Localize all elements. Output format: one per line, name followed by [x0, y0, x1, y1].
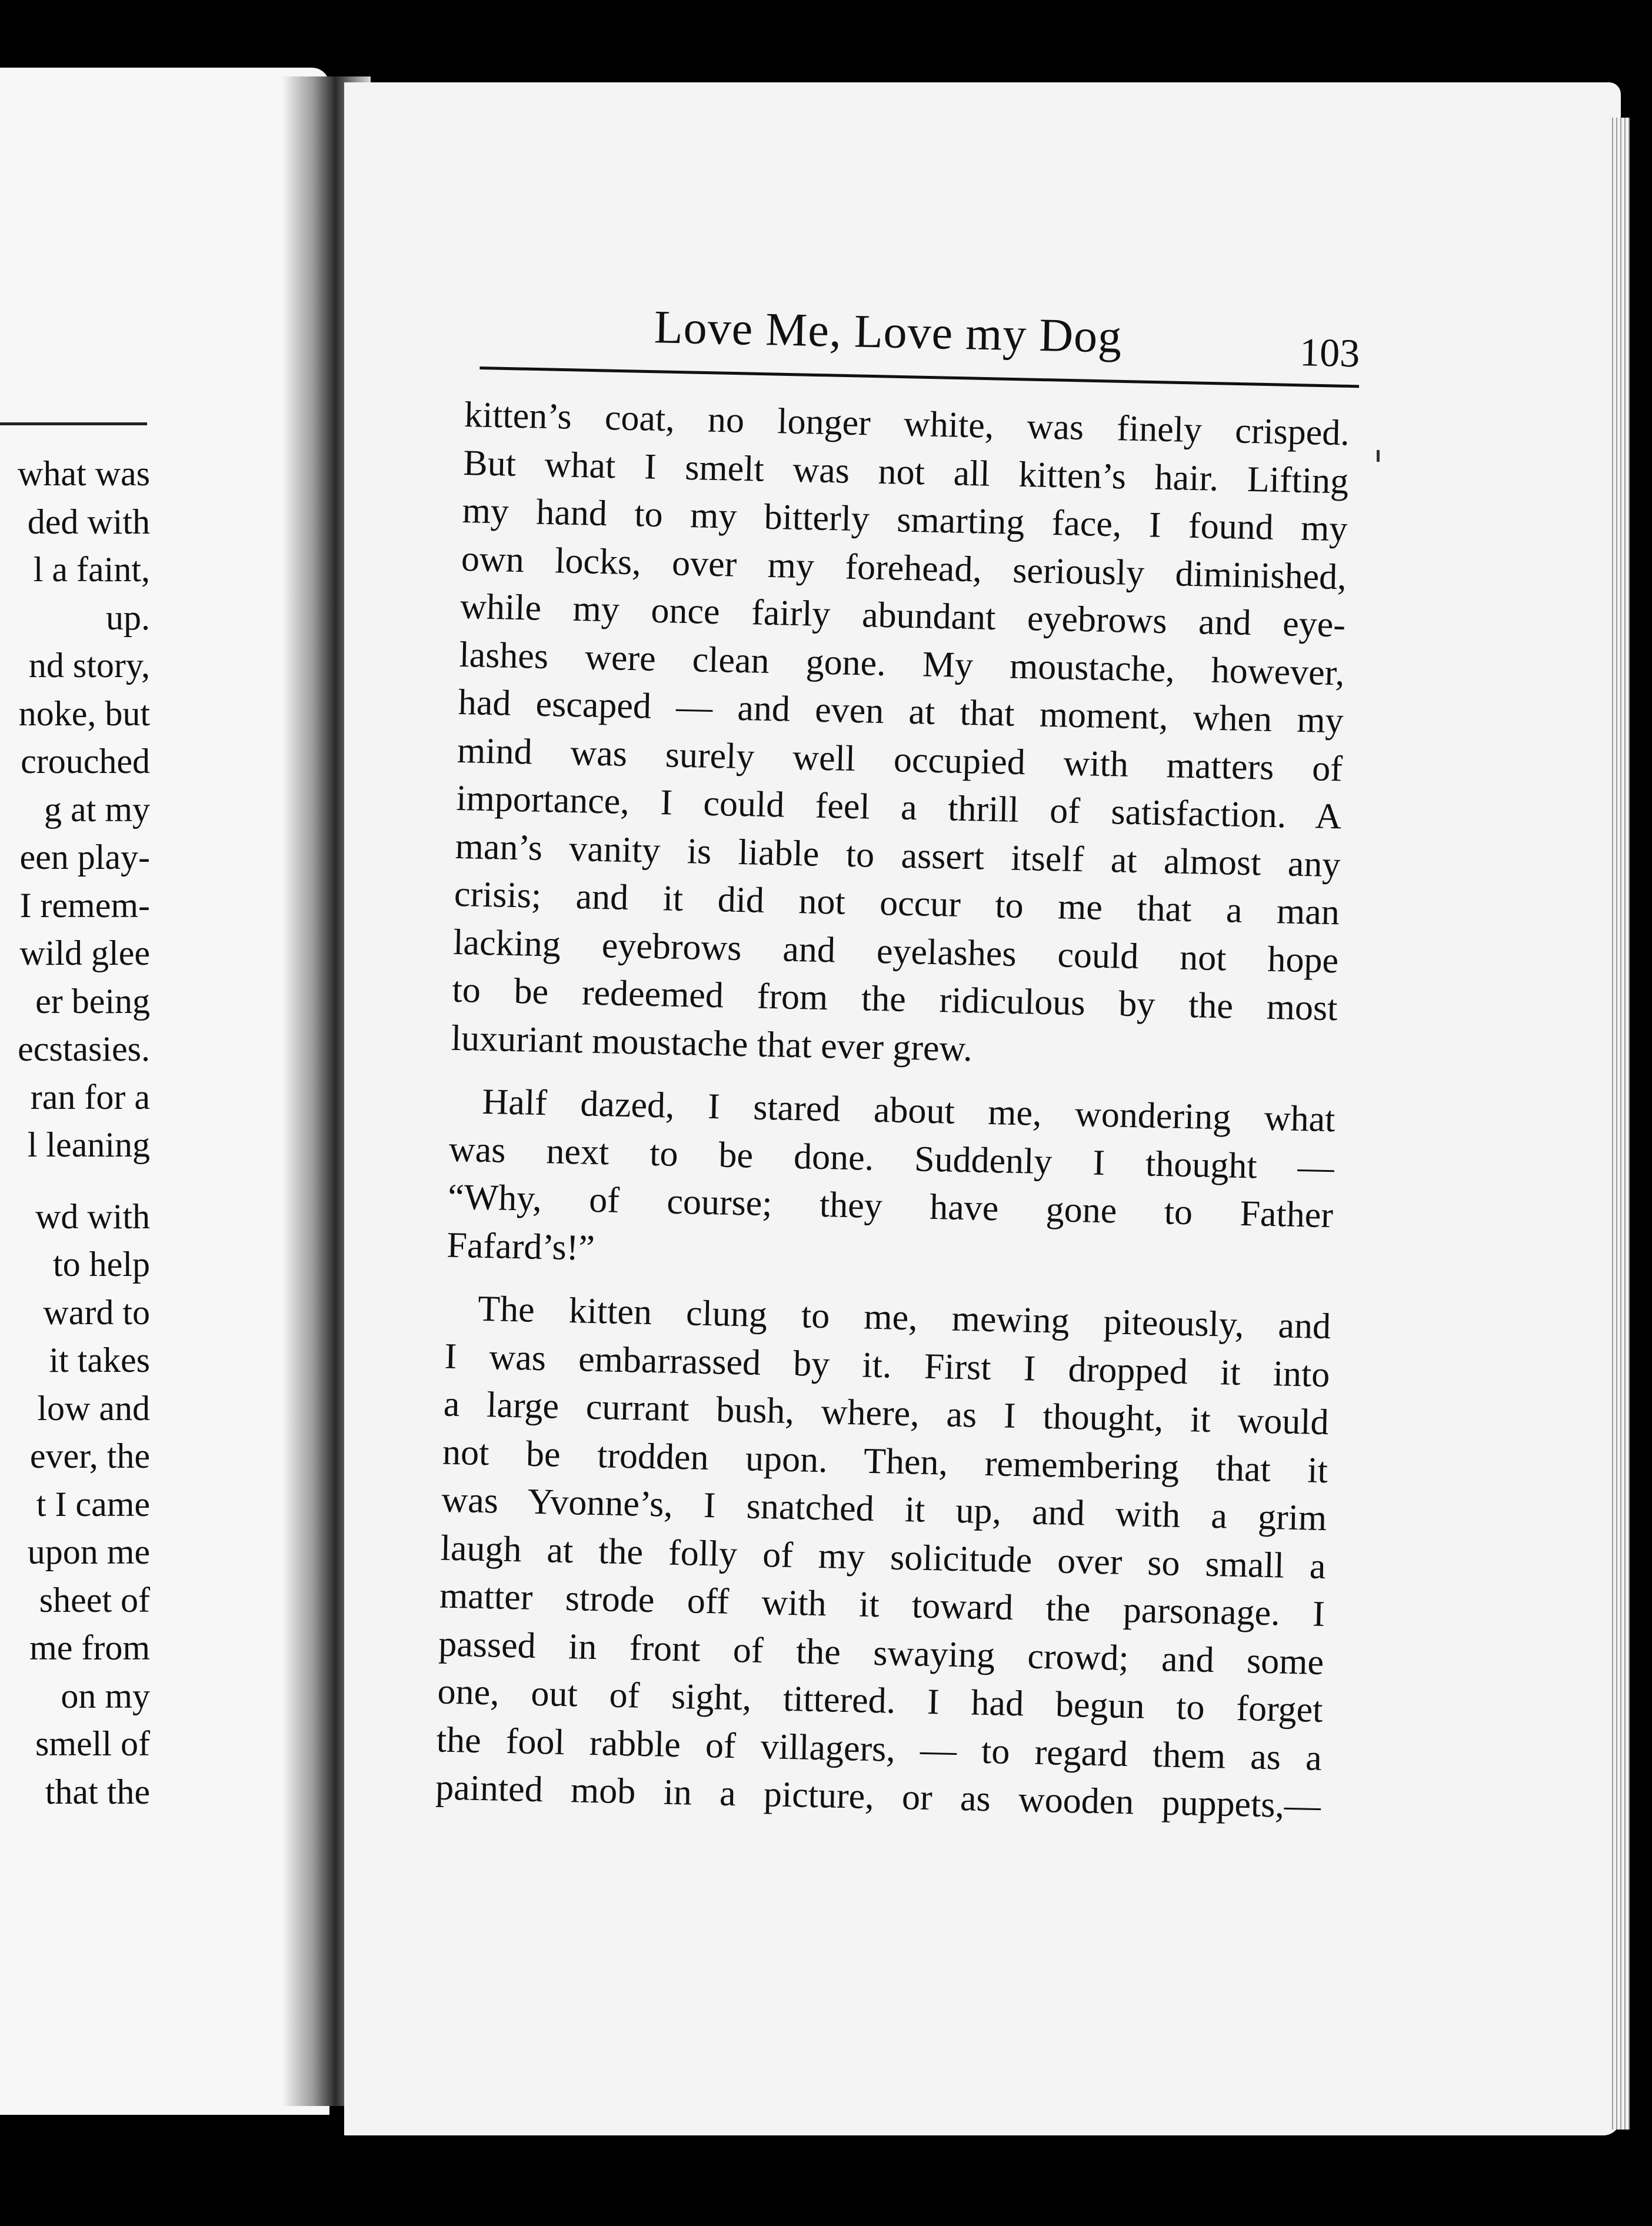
- text-line: But what I smelt was not all kitten’s hair. Lifting: [462, 442, 1349, 501]
- left-header-rule: [0, 422, 147, 425]
- page-body-text: [435, 391, 1350, 1830]
- text-line: I was embarrassed by it. First I dropped it into: [444, 1336, 1331, 1395]
- text-line: the fool rabble of villagers, — to regard them as a: [436, 1720, 1323, 1778]
- text-line: matter strode off with it toward the parsonage. I: [439, 1575, 1325, 1635]
- paragraph: [447, 1078, 1335, 1288]
- margin-mark: [1377, 450, 1380, 462]
- left-line: nd story,: [28, 646, 150, 685]
- text-line: painted mob in a picture, or as wooden puppets,—: [435, 1767, 1321, 1826]
- text-line: while my once fairly abundant eyebrows and eye-: [459, 586, 1346, 645]
- text-line: Fafard’s!”: [446, 1225, 595, 1268]
- left-line: crouched: [21, 742, 150, 781]
- text-line: own locks, over my forehead, seriously diminished,: [461, 538, 1347, 597]
- left-line: ward to: [43, 1292, 150, 1332]
- text-line: one, out of sight, tittered. I had begun to forget: [437, 1671, 1324, 1731]
- left-line: me from: [29, 1628, 150, 1667]
- left-line: on my: [61, 1676, 150, 1715]
- left-line: it takes: [49, 1341, 150, 1379]
- text-line: a large currant bush, where, as I thought, it would: [443, 1384, 1330, 1443]
- text-line: man’s vanity is liable to assert itself at almost any: [455, 826, 1341, 885]
- text-line: not be trodden upon. Then, remembering that it: [442, 1432, 1328, 1491]
- text-line: my hand to my bitterly smarting face, I found my: [462, 490, 1348, 549]
- left-line: I remem-: [19, 885, 150, 925]
- left-line: sheet of: [39, 1580, 150, 1619]
- text-line: lashes were clean gone. My moustache, however,: [458, 634, 1345, 693]
- left-line: wd with: [35, 1197, 150, 1236]
- text-line: passed in front of the swaying crowd; and some: [438, 1624, 1324, 1682]
- text-line: luxuriant moustache that ever grew.: [451, 1018, 973, 1069]
- paragraph: [435, 1285, 1331, 1831]
- left-page-text: [0, 450, 150, 1816]
- left-line: ded with: [27, 502, 150, 541]
- left-page: [0, 68, 329, 2115]
- text-line: to be redeemed from the ridiculous by the most: [451, 969, 1338, 1029]
- text-line: Half dazed, I stared about me, wondering what: [481, 1081, 1336, 1140]
- left-line: ever, the: [29, 1437, 150, 1475]
- left-line: that the: [45, 1772, 150, 1811]
- left-line: l a faint,: [33, 550, 150, 589]
- page-header: [479, 262, 1361, 398]
- left-line: l leaning: [27, 1125, 150, 1164]
- text-line: kitten’s coat, no longer white, was finely crisped.: [464, 394, 1350, 454]
- left-line: ecstasies.: [18, 1029, 150, 1068]
- left-line: low and: [37, 1388, 150, 1428]
- paragraph: [451, 391, 1350, 1081]
- text-line: importance, I could feel a thrill of satisfaction. A: [455, 778, 1342, 837]
- text-line: was Yvonne’s, I snatched it up, and with a grim: [441, 1479, 1327, 1539]
- text-line: laugh at the folly of my solicitude over so small a: [440, 1528, 1327, 1587]
- left-line: to help: [53, 1245, 150, 1284]
- text-line: lacking eyebrows and eyelashes could not hope: [452, 922, 1339, 981]
- text-line: crisis; and it did not occur to me that a man: [454, 874, 1340, 933]
- left-line: what was: [18, 454, 150, 493]
- left-line: ran for a: [30, 1077, 150, 1117]
- text-line: mind was surely well occupied with matters of: [457, 730, 1343, 789]
- left-line: een play-: [19, 838, 150, 877]
- left-line: smell of: [35, 1724, 150, 1763]
- page-edges: [1609, 118, 1630, 2130]
- left-line: upon me: [27, 1532, 150, 1571]
- left-line: up.: [106, 598, 150, 637]
- left-line: er being: [35, 981, 150, 1021]
- left-line: wild glee: [19, 934, 150, 972]
- left-paragraph-gap: [0, 1169, 150, 1193]
- running-head: Love Me, Love my Dog: [654, 301, 1123, 363]
- left-line: t I came: [36, 1484, 150, 1524]
- left-line: g at my: [44, 789, 150, 829]
- page-number: 103: [1299, 329, 1361, 376]
- text-line: was next to be done. Suddenly I thought —: [448, 1129, 1335, 1188]
- text-line: had escaped — and even at that moment, when my: [458, 682, 1344, 741]
- text-line: The kitten clung to me, mewing piteously, and: [477, 1288, 1331, 1347]
- text-line: “Why, of course; they have gone to Father: [447, 1177, 1334, 1236]
- left-line: noke, but: [18, 694, 150, 733]
